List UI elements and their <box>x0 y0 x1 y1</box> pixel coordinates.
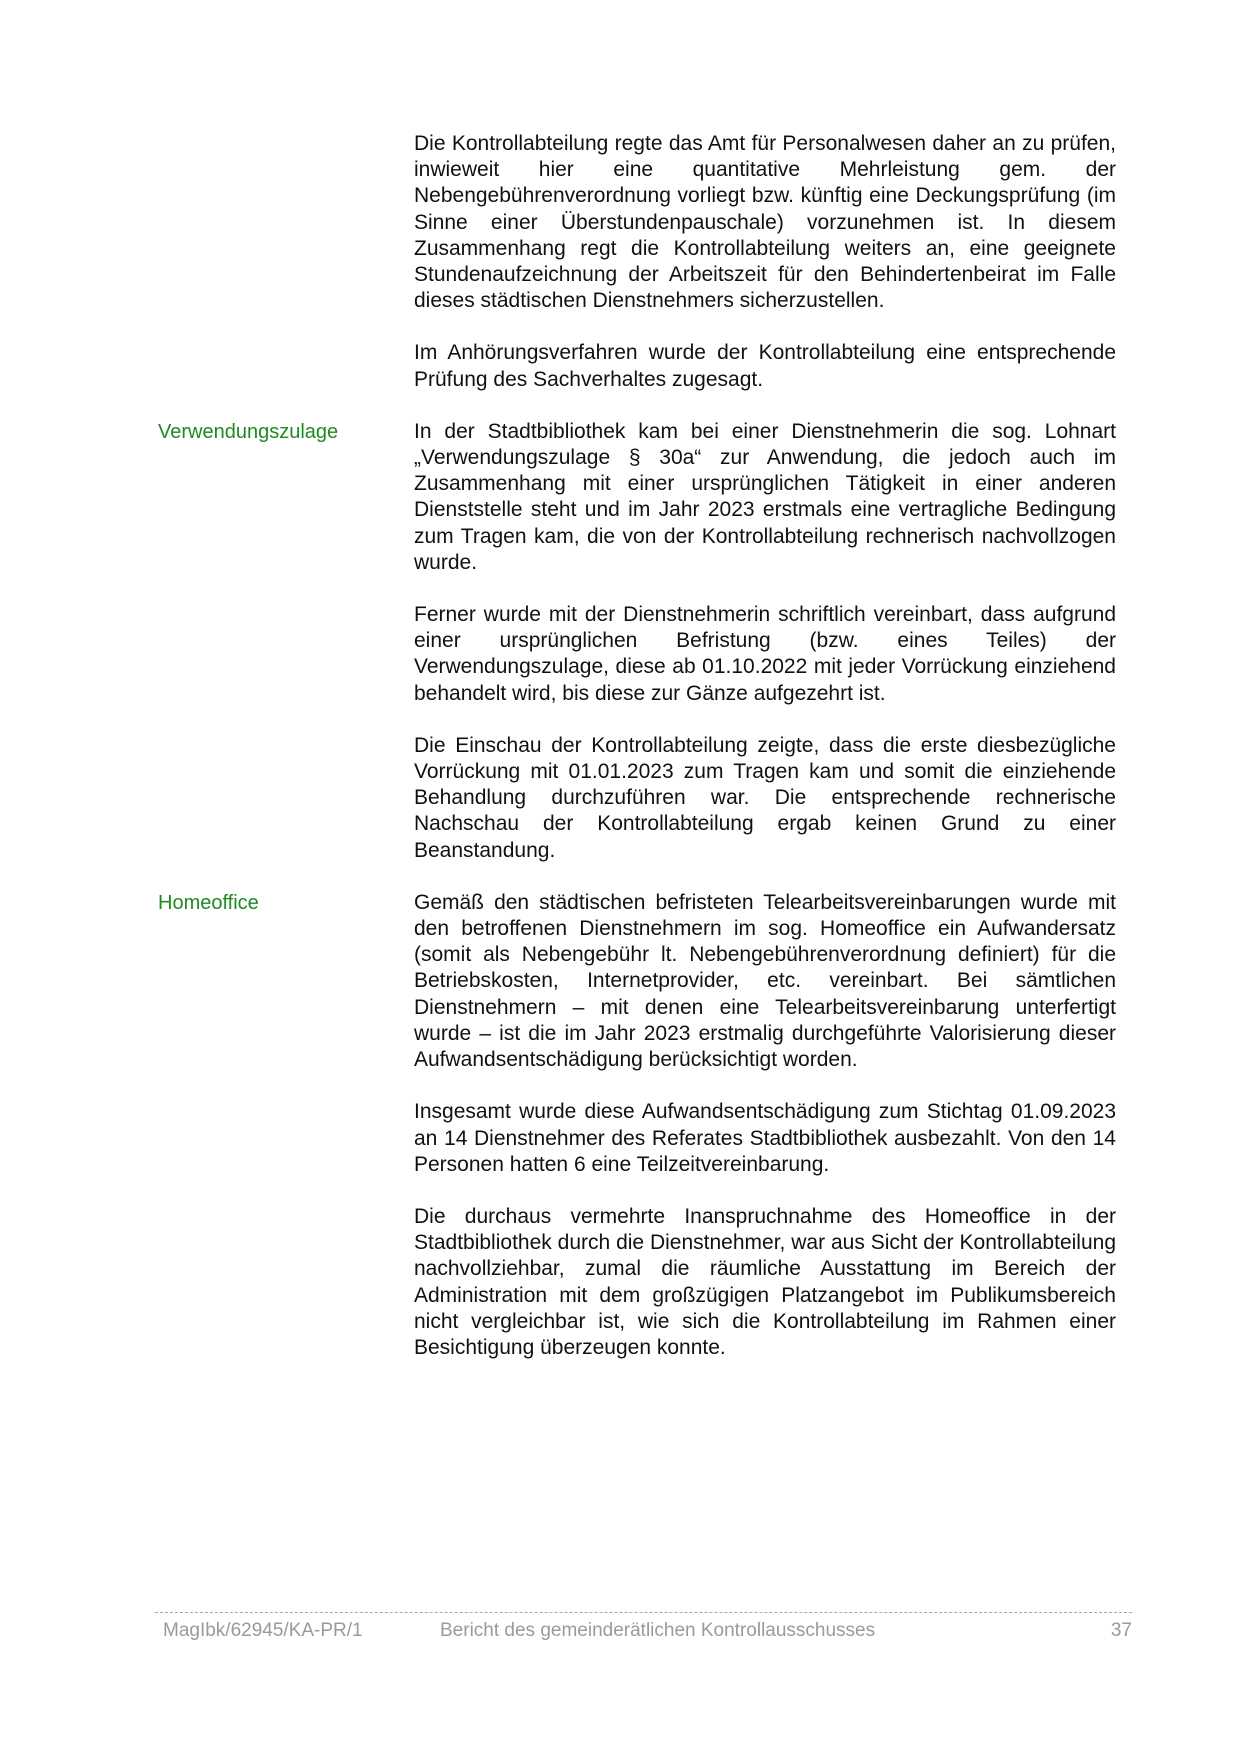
body-paragraph: Im Anhörungsverfahren wurde der Kontrollabteilung eine entsprechende Prüfung des Sachverhaltes zugesagt. <box>414 341 1116 391</box>
footer-title: Bericht des gemeinderätlichen Kontrollausschusses <box>440 1620 876 1641</box>
footer-reference: MagIbk/62945/KA-PR/1 <box>163 1620 363 1641</box>
margin-heading-verwendungszulage: Verwendungszulage <box>158 420 339 443</box>
body-paragraph: Die durchaus vermehrte Inanspruchnahme des Homeoffice in der Stadtbibliothek durch die Dienstnehmer, war aus Sicht der Kontrollabteilung nachvollziehbar, zumal die räumliche Ausstattung im Bereich der Administration mit dem großzügigen Platzangebot im Publikumsbereich nicht vergleichbar ist, wie sich die Kontrollabteilung im Rahmen einer Besichtigung überzeugen konnte. <box>414 1204 1116 1359</box>
body-paragraph: Die Einschau der Kontrollabteilung zeigte, dass die erste diesbezügliche Vorrückung mit 01.01.2023 zum Tragen kam und somit die einziehende Behandlung durchzuführen war. Die entsprechende rechnerische Nachschau der Kontrollabteilung ergab keinen Grund zu einer Beanstandung. <box>414 733 1116 862</box>
body-paragraph: In der Stadtbibliothek kam bei einer Dienstnehmerin die sog. Lohnart „Verwendungszulage § 30a“ zur Anwendung, die jedoch auch im Zusammenhang mit einer ursprünglichen Tätigkeit in einer anderen Dienststelle steht und im Jahr 2023 erstmals eine vertragliche Bedingung zum Tragen kam, die von der Kontrollabteilung rechnerisch nachvollzogen wurde. <box>414 419 1116 574</box>
footer-divider <box>155 1612 1132 1613</box>
page-footer <box>155 1620 1132 1646</box>
body-paragraph: Die Kontrollabteilung regte das Amt für Personalwesen daher an zu prüfen, inwieweit hier eine quantitative Mehrleistung gem. der Nebengebührenverordnung vorliegt bzw. künftig eine Deckungsprüfung (im Sinne einer Überstundenpauschale) vorzunehmen ist. In diesem Zusammenhang regt die Kontrollabteilung weiters an, eine geeignete Stundenaufzeichnung der Arbeitszeit für den Behindertenbeirat im Falle dieses städtischen Dienstnehmers sicherzustellen. <box>414 132 1116 313</box>
body-column <box>414 131 1116 1387</box>
body-paragraph: Insgesamt wurde diese Aufwandsentschädigung zum Stichtag 01.09.2023 an 14 Dienstnehmer des Referates Stadtbibliothek ausbezahlt. Von den 14 Personen hatten 6 eine Teilzeitvereinbarung. <box>414 1100 1116 1176</box>
body-paragraph: Ferner wurde mit der Dienstnehmerin schriftlich vereinbart, dass aufgrund einer ursprünglichen Befristung (bzw. eines Teiles) der Verwendungszulage, diese ab 01.10.2022 mit jeder Vorrückung einziehend behandelt wird, bis diese zur Gänze aufgezehrt ist. <box>414 603 1116 705</box>
page-number: 37 <box>1110 1620 1132 1641</box>
margin-heading-homeoffice: Homeoffice <box>158 891 259 914</box>
body-paragraph: Gemäß den städtischen befristeten Telearbeitsvereinbarungen wurde mit den betroffenen Dienstnehmern im sog. Homeoffice ein Aufwandersatz (somit als Nebengebühr lt. Nebengebührenverordnung definiert) für die Betriebskosten, Internetprovider, etc. vereinbart. Bei sämtlichen Dienstnehmern – mit denen eine Telearbeitsvereinbarung unterfertigt wurde – ist die im Jahr 2023 erstmalig durchgeführte Valorisierung dieser Aufwandsentschädigung berücksichtigt worden. <box>414 890 1116 1072</box>
